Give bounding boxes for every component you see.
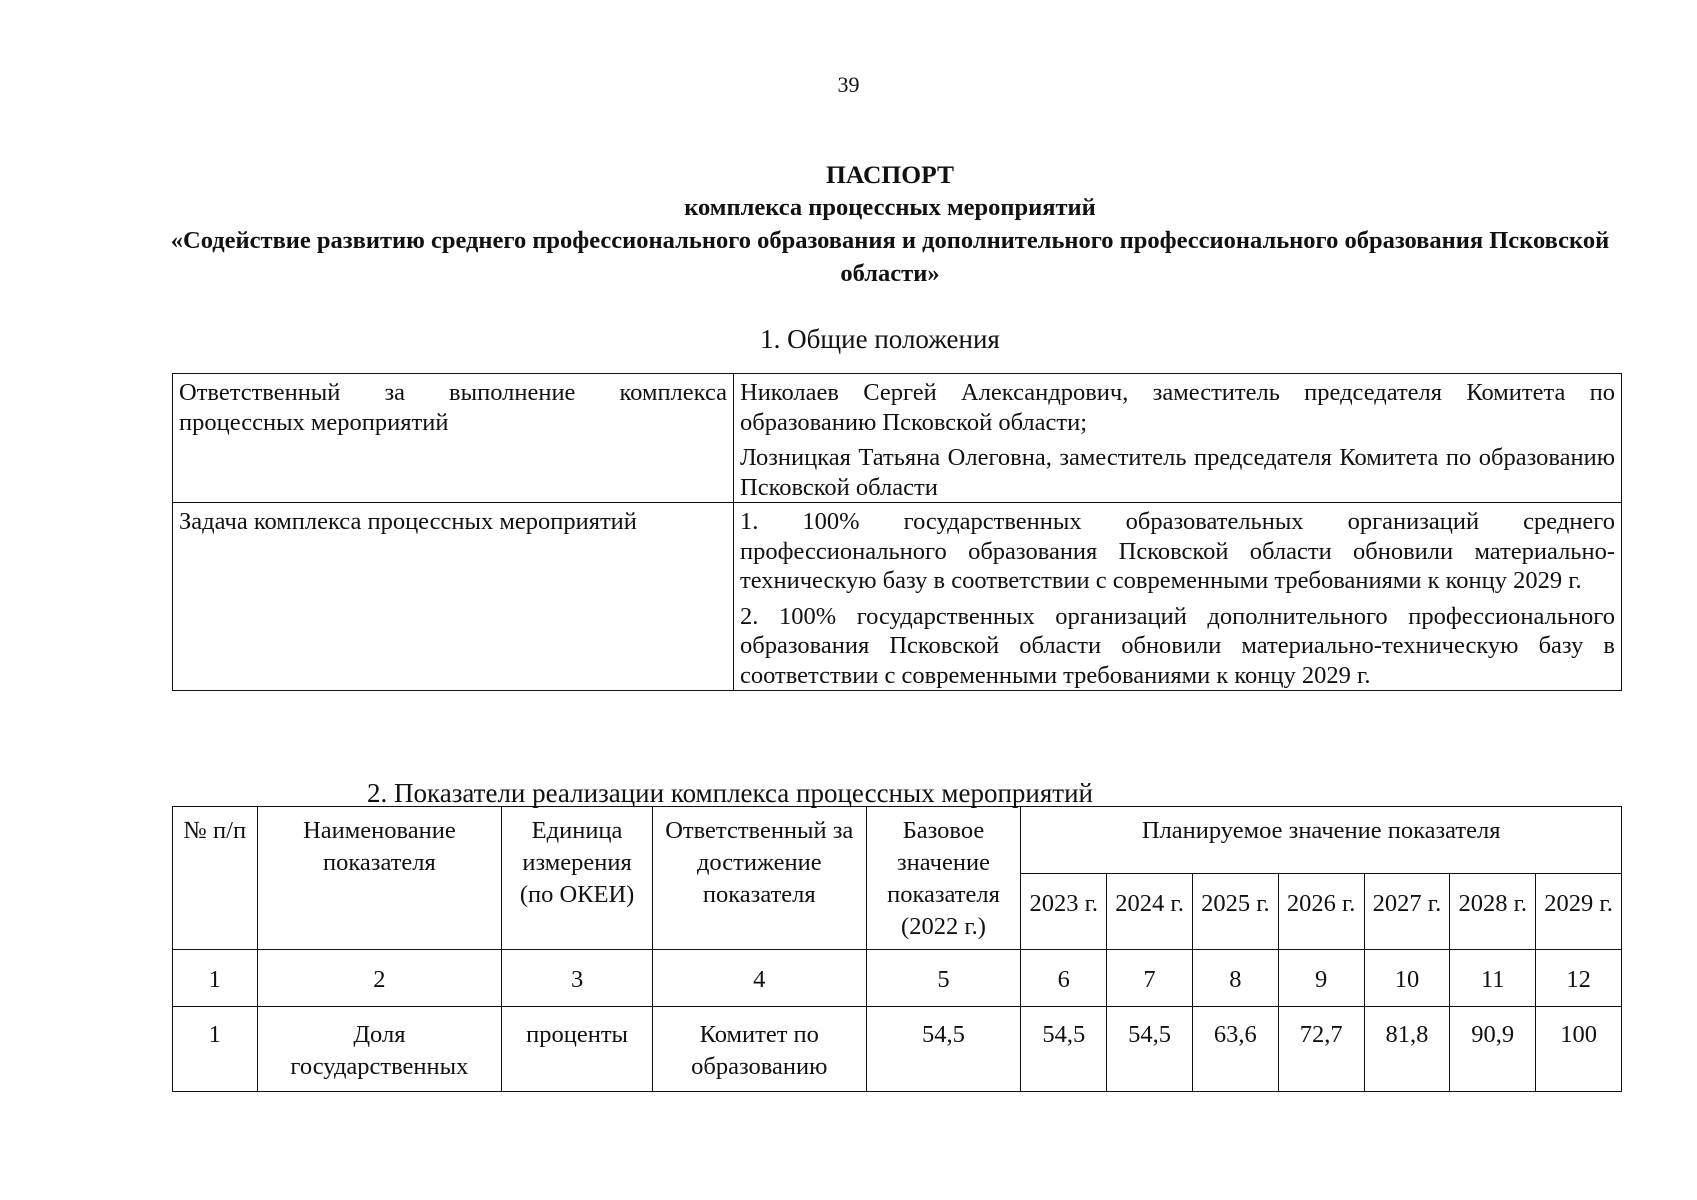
column-number: 4	[652, 950, 866, 1007]
header-year-2029: 2029 г.	[1536, 874, 1622, 950]
header-year-2023: 2023 г.	[1021, 874, 1107, 950]
cell-value-2029: 100	[1536, 1007, 1622, 1092]
column-number: 6	[1021, 950, 1107, 1007]
column-number: 10	[1364, 950, 1450, 1007]
column-number: 8	[1192, 950, 1278, 1007]
table-row	[173, 1007, 1622, 1092]
cell-responsible: Комитет по образованию	[652, 1007, 866, 1092]
column-number: 11	[1450, 950, 1536, 1007]
column-number: 9	[1278, 950, 1364, 1007]
header-planned: Планируемое значение показателя	[1021, 807, 1622, 874]
general-provisions-table	[172, 373, 1622, 691]
cell-value-2023: 54,5	[1021, 1007, 1107, 1092]
column-number: 2	[257, 950, 502, 1007]
cell-unit: проценты	[502, 1007, 653, 1092]
header-name: Наименование показателя	[257, 807, 502, 950]
task-item-1: 1. 100% государственных образовательных организаций среднего профессионального образования Псковской области обновили материально-техническую базу в соответствии с современными требованиями к концу 2029 г.	[740, 508, 1615, 594]
row-label-task: Задача комплекса процессных мероприятий	[173, 503, 734, 691]
row-value-task	[734, 503, 1622, 691]
cell-value-2025: 63,6	[1192, 1007, 1278, 1092]
header-responsible: Ответственный за достижение показателя	[652, 807, 866, 950]
header-row	[173, 807, 1622, 874]
cell-value-2027: 81,8	[1364, 1007, 1450, 1092]
row-value-responsible	[734, 374, 1622, 503]
header-year-2026: 2026 г.	[1278, 874, 1364, 950]
row-label-responsible: Ответственный за выполнение комплекса процессных мероприятий	[173, 374, 734, 503]
responsible-person-2: Лозницкая Татьяна Олеговна, заместитель председателя Комитета по образованию Псковской области	[740, 444, 1615, 501]
indicators-table	[172, 806, 1622, 1092]
header-year-2027: 2027 г.	[1364, 874, 1450, 950]
cell-value-2028: 90,9	[1450, 1007, 1536, 1092]
header-year-2028: 2028 г.	[1450, 874, 1536, 950]
header-num: № п/п	[173, 807, 258, 950]
table-row	[173, 374, 1622, 503]
header-unit: Единица измерения (по ОКЕИ)	[502, 807, 653, 950]
cell-name: Доля государственных	[257, 1007, 502, 1092]
cell-base: 54,5	[866, 1007, 1021, 1092]
title-passport: ПАСПОРТ	[826, 160, 954, 189]
responsible-person-1: Николаев Сергей Александрович, заместитель председателя Комитета по образованию Псковской области;	[740, 379, 1615, 436]
column-numbers-row	[173, 950, 1622, 1007]
column-number: 5	[866, 950, 1021, 1007]
title-subtitle: комплекса процессных мероприятий	[684, 194, 1096, 221]
table-row	[173, 503, 1622, 691]
title-program-name: «Содействие развитию среднего профессионального образования и дополнительного профессионального образования Псковской области»	[170, 227, 1610, 287]
column-number: 7	[1107, 950, 1193, 1007]
column-number: 12	[1536, 950, 1622, 1007]
section-heading-general: 1. Общие положения	[760, 324, 1000, 354]
cell-value-2026: 72,7	[1278, 1007, 1364, 1092]
header-year-2024: 2024 г.	[1107, 874, 1193, 950]
page-number: 39	[837, 72, 860, 97]
column-number: 1	[173, 950, 258, 1007]
header-year-2025: 2025 г.	[1192, 874, 1278, 950]
cell-value-2024: 54,5	[1107, 1007, 1193, 1092]
section-heading-indicators: 2. Показатели реализации комплекса процессных мероприятий	[367, 778, 1093, 808]
cell-num: 1	[173, 1007, 258, 1092]
document-title	[160, 158, 1620, 290]
column-number: 3	[502, 950, 653, 1007]
task-item-2: 2. 100% государственных организаций дополнительного профессионального образования Псковской области обновили материально-техническую базу в соответствии с современными требованиями к концу 2029 г.	[740, 602, 1615, 689]
header-base: Базовое значение показателя (2022 г.)	[866, 807, 1021, 950]
